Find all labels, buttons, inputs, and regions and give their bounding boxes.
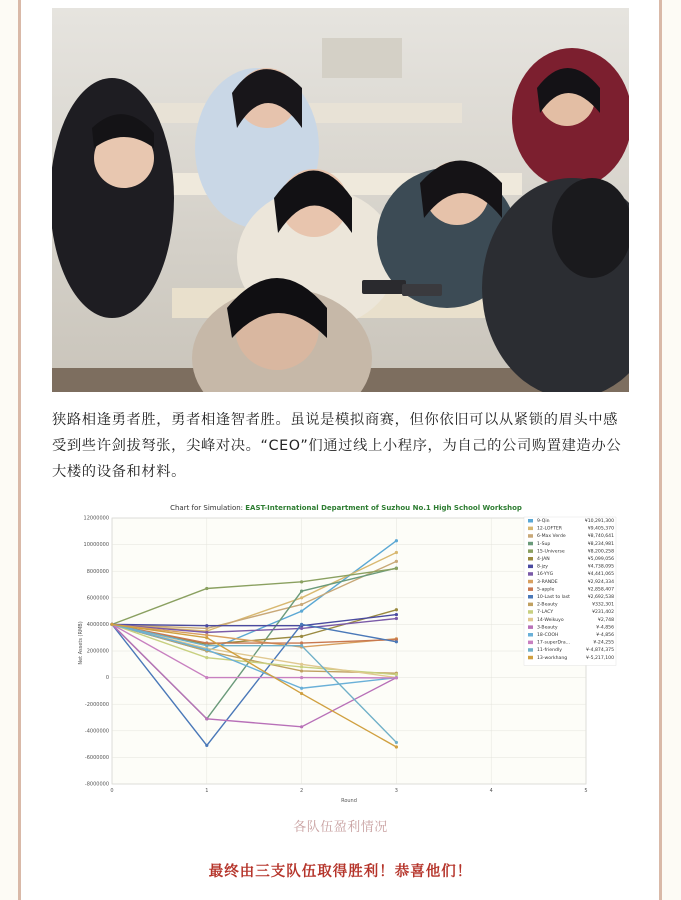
- data-point: [205, 587, 208, 590]
- result-announcement: 最终由三支队伍取得胜利！恭喜他们！: [208, 864, 473, 880]
- legend-series-value: ¥231,402: [592, 610, 614, 616]
- legend-series-value: ¥8,740,641: [587, 534, 614, 540]
- y-axis-label: Net Assets (RMB): [78, 621, 84, 665]
- data-point: [205, 676, 208, 679]
- legend-series-name: 3-Beauty: [537, 625, 558, 631]
- legend-series-value: ¥2,692,538: [587, 595, 614, 600]
- legend-series-name: 8-jzy: [537, 564, 548, 570]
- y-tick-label: 4000000: [86, 622, 109, 628]
- classroom-photo: [52, 8, 629, 392]
- legend-series-value: ¥2,858,407: [587, 587, 614, 593]
- legend-series-value: ¥332,301: [592, 602, 614, 608]
- y-tick-label: -2000000: [84, 701, 109, 708]
- legend-series-value: ¥4,738,095: [587, 564, 614, 570]
- data-point: [395, 673, 398, 676]
- data-point: [205, 636, 208, 639]
- data-point: [300, 603, 303, 606]
- legend-swatch: [528, 572, 533, 576]
- data-point: [395, 676, 398, 679]
- legend-swatch: [528, 648, 533, 652]
- y-tick-label: 10000000: [83, 542, 109, 549]
- legend-swatch: [528, 534, 533, 538]
- legend-series-value: ¥5,099,056: [587, 557, 614, 562]
- data-point: [300, 644, 303, 647]
- y-tick-label: 2000000: [86, 648, 109, 655]
- legend-swatch: [528, 625, 533, 629]
- data-point: [300, 596, 303, 599]
- legend-series-name: 16-YYG: [537, 572, 554, 578]
- data-point: [300, 687, 303, 690]
- data-point: [300, 580, 303, 583]
- data-point: [300, 627, 303, 630]
- data-point: [300, 590, 303, 593]
- legend-series-name: 14-Weikuyo: [537, 617, 564, 623]
- right-border: [659, 0, 662, 900]
- legend-swatch: [528, 519, 533, 523]
- x-tick-label: 0: [110, 788, 114, 794]
- x-tick-label: 5: [584, 788, 588, 794]
- data-point: [205, 624, 208, 627]
- legend-series-value: ¥9,405,370: [587, 526, 614, 532]
- data-point: [395, 617, 398, 620]
- legend-swatch: [528, 641, 533, 645]
- data-point: [395, 560, 398, 563]
- data-point: [205, 656, 208, 659]
- legend-swatch: [528, 595, 533, 599]
- legend-swatch: [528, 565, 533, 569]
- legend-swatch: [528, 542, 533, 546]
- data-point: [395, 640, 398, 643]
- legend-series-name: 4-JAN: [537, 557, 550, 562]
- legend-series-name: 5-apple: [537, 587, 555, 593]
- legend-series-name: 15-Universe: [537, 549, 565, 555]
- legend-swatch: [528, 633, 533, 637]
- legend-series-value: ¥-4,856: [596, 625, 614, 631]
- data-point: [300, 635, 303, 638]
- data-point: [300, 610, 303, 613]
- simulation-chart: [76, 498, 620, 808]
- data-point: [205, 644, 208, 647]
- x-tick-label: 2: [300, 788, 304, 794]
- legend-swatch: [528, 527, 533, 531]
- data-point: [300, 669, 303, 672]
- chart-caption: 各队伍盈利情况: [293, 820, 388, 835]
- article-paragraph: 狭路相逢勇者胜，勇者相逢智者胜。虽说是模拟商赛，但你依旧可以从紧锁的眉头中感受到些许剑拔弩张，尖峰对决。“CEO”们通过线上小程序，为自己的公司购置建造办公大楼的设备和材料。: [52, 412, 622, 480]
- y-tick-label: 8000000: [86, 568, 109, 575]
- legend-swatch: [528, 580, 533, 584]
- data-point: [395, 567, 398, 570]
- legend-swatch: [528, 610, 533, 614]
- legend-series-value: ¥2,924,334: [587, 579, 614, 585]
- legend-series-value: ¥-5,217,100: [586, 655, 614, 661]
- legend-series-name: 6-Max Verde: [537, 534, 566, 540]
- data-point: [300, 692, 303, 695]
- legend-series-name: 3-RANDE: [537, 579, 558, 585]
- y-tick-label: -8000000: [84, 781, 109, 788]
- data-point: [205, 648, 208, 651]
- legend-series-name: 17-superDra...: [537, 640, 571, 646]
- legend-swatch: [528, 557, 533, 561]
- legend-swatch: [528, 656, 533, 660]
- data-point: [395, 551, 398, 554]
- data-point: [395, 613, 398, 616]
- x-tick-label: 3: [394, 788, 398, 794]
- photo-illustration: [52, 8, 629, 392]
- chart-title: Chart for Simulation: EAST-International Department of Suzhou No.1 High School Workshop: [170, 504, 522, 512]
- legend-swatch: [528, 618, 533, 622]
- data-point: [395, 539, 398, 542]
- legend-series-name: 10-Last to last: [537, 595, 570, 600]
- y-tick-label: -4000000: [84, 728, 109, 735]
- legend-swatch: [528, 549, 533, 553]
- legend-series-value: ¥8,234,981: [587, 541, 614, 547]
- legend-series-name: 18-COOH: [537, 633, 559, 638]
- y-tick-label: -6000000: [84, 755, 109, 761]
- y-tick-label: 6000000: [86, 595, 109, 602]
- legend-series-name: 1-Sup: [537, 541, 551, 547]
- legend-series-value: ¥10,291,300: [584, 519, 614, 524]
- data-point: [205, 744, 208, 747]
- data-point: [300, 663, 303, 666]
- x-tick-label: 1: [205, 788, 209, 794]
- data-point: [395, 608, 398, 611]
- legend-series-name: 2-Beauty: [537, 602, 558, 608]
- data-point: [205, 717, 208, 720]
- y-tick-label: 12000000: [83, 515, 109, 522]
- legend-series-value: ¥2,748: [597, 617, 614, 623]
- legend-series-name: 13-workhang: [537, 655, 568, 661]
- legend-series-value: ¥-4,874,375: [586, 648, 614, 654]
- legend-series-value: ¥4,441,065: [587, 572, 614, 578]
- data-point: [300, 623, 303, 626]
- x-tick-label: 4: [489, 788, 493, 794]
- legend-swatch: [528, 603, 533, 607]
- data-point: [395, 741, 398, 744]
- legend-series-value: ¥-4,856: [596, 633, 614, 638]
- data-point: [300, 676, 303, 679]
- legend-series-value: ¥8,200,258: [587, 549, 614, 555]
- legend-swatch: [528, 587, 533, 591]
- legend-series-value: ¥-24,255: [593, 640, 614, 646]
- x-axis-label: Round: [341, 798, 357, 804]
- legend-series-name: 11-friendly: [537, 648, 562, 654]
- data-point: [300, 725, 303, 728]
- chart-svg: [76, 498, 620, 808]
- data-point: [395, 745, 398, 748]
- legend-series-name: 12-LOFTER: [537, 526, 562, 532]
- y-tick-label: 0: [105, 675, 109, 682]
- data-point: [110, 623, 113, 626]
- legend-series-name: 9-Qin: [537, 519, 550, 524]
- legend-series-name: 7-LACY: [537, 610, 554, 616]
